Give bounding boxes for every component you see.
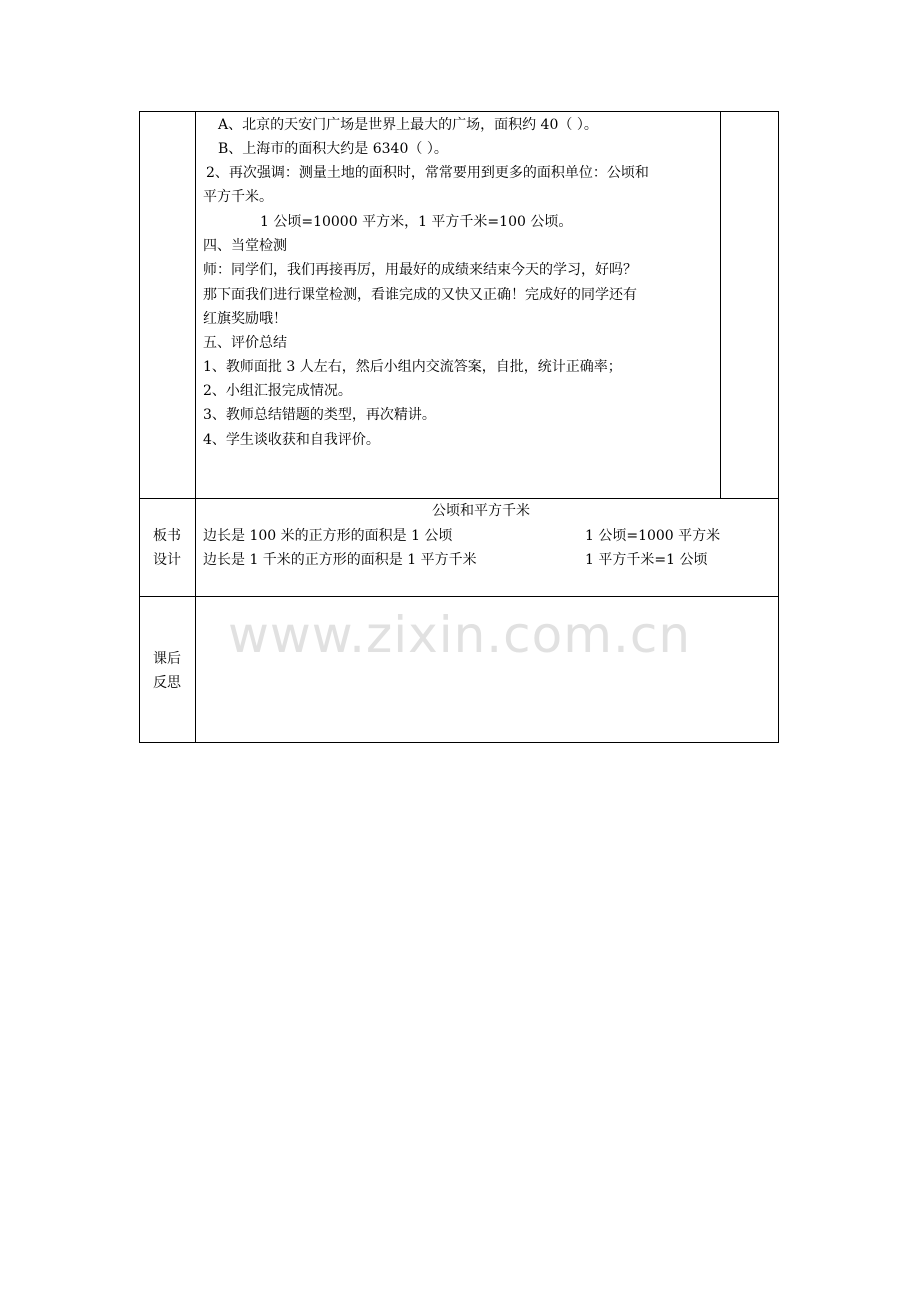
board-title: 公顷和平方千米 (432, 503, 530, 519)
board-row1-left: 边长是 100 米的正方形的面积是 1 公顷 (203, 528, 453, 544)
lesson-line-teacher-cont: 那下面我们进行课堂检测，看谁完成的又快又正确！完成好的同学还有 (203, 287, 637, 303)
watermark-text: www.zixin.com.cn (228, 606, 692, 664)
section-heading-summary: 五、评价总结 (203, 335, 287, 351)
board-row2-right: 1 平方千米=1 公顷 (585, 552, 708, 568)
summary-item-2: 2、小组汇报完成情况。 (203, 383, 352, 399)
table-top-border (139, 111, 779, 112)
reflection-label-line2: 反思 (153, 675, 181, 691)
row-divider-board (139, 498, 779, 499)
board-row2-left: 边长是 1 千米的正方形的面积是 1 平方千米 (203, 552, 477, 568)
row-divider-reflection (139, 596, 779, 597)
table-right-border (778, 111, 779, 743)
label-column-divider (195, 111, 196, 743)
right-column-divider (720, 111, 721, 499)
board-label (139, 524, 195, 572)
lesson-line-emphasis-cont: 平方千米。 (203, 189, 273, 205)
reflection-label-line1: 课后 (153, 651, 181, 667)
lesson-line-teacher-end: 红旗奖励哦！ (203, 311, 287, 327)
summary-item-1: 1、教师面批 3 人左右，然后小组内交流答案，自批，统计正确率； (203, 359, 622, 375)
reflection-label (139, 647, 195, 695)
board-label-line2: 设计 (153, 552, 181, 568)
lesson-line-conversion: 1 公顷=10000 平方米，1 平方千米=100 公顷。 (260, 214, 573, 230)
lesson-line-teacher: 师：同学们，我们再接再厉，用最好的成绩来结束今天的学习，好吗？ (203, 262, 637, 278)
section-heading-check: 四、当堂检测 (203, 238, 287, 254)
board-row1-right: 1 公顷=1000 平方米 (585, 528, 721, 544)
summary-item-3: 3、教师总结错题的类型，再次精讲。 (203, 407, 436, 423)
lesson-line-a: A、北京的天安门广场是世界上最大的广场，面积约 40（ ）。 (218, 117, 598, 133)
lesson-line-emphasis: 2、再次强调：测量土地的面积时，常常要用到更多的面积单位：公顷和 (206, 165, 649, 181)
summary-item-4: 4、学生谈收获和自我评价。 (203, 432, 380, 448)
board-label-line1: 板书 (153, 528, 181, 544)
table-bottom-border (139, 742, 779, 743)
lesson-line-b: B、上海市的面积大约是 6340（ ）。 (218, 141, 448, 157)
